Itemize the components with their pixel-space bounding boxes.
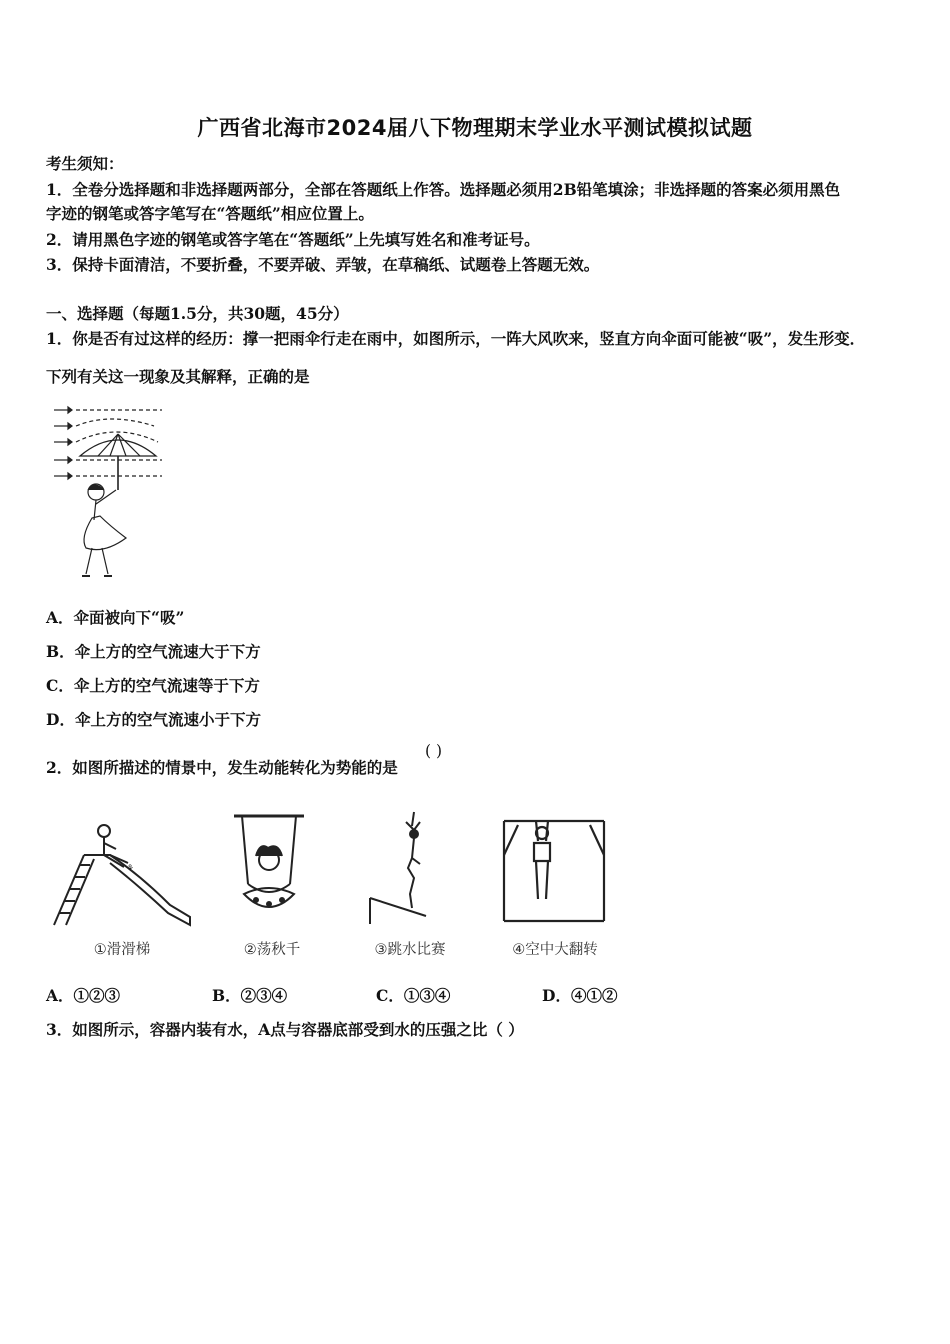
notice-heading: 考生须知： <box>46 154 124 173</box>
q2-option-b: B．②③④ <box>212 986 288 1005</box>
page-title: 广西省北海市2024届八下物理期末学业水平测试模拟试题 <box>197 116 753 140</box>
caption-high-bar: ④空中大翻转 <box>512 942 598 958</box>
q1-option-b: B．伞上方的空气流速大于下方 <box>46 642 261 661</box>
notice-line-3: 3．保持卡面清洁，不要折叠，不要弄破、弄皱，在草稿纸、试题卷上答题无效。 <box>46 255 600 274</box>
caption-slide: ①滑滑梯 <box>93 942 151 958</box>
q2-option-d: D．④①② <box>542 986 618 1005</box>
swing-figure <box>228 812 310 920</box>
notice-line-2: 2．请用黑色字迹的钢笔或答字笔在“答题纸”上先填写姓名和准考证号。 <box>46 230 540 249</box>
high-bar-figure <box>498 815 610 927</box>
notice-line-1b: 字迹的钢笔或答字笔写在“答题纸”相应位置上。 <box>46 204 374 223</box>
q1-option-a: A．伞面被向下“吸” <box>46 608 185 627</box>
q3-stem: 3．如图所示，容器内装有水，A点与容器底部受到水的压强之比（ ） <box>46 1020 524 1039</box>
q2-option-a: A．①②③ <box>46 986 121 1005</box>
slide-figure <box>50 815 195 930</box>
q2-answer-paren: ( ) <box>425 742 443 760</box>
q1-stem-line-1: 1．你是否有过这样的经历：撑一把雨伞行走在雨中，如图所示，一阵大风吹来，竖直方向伞面可能被“吸”，发生形变． <box>46 329 866 348</box>
caption-diving: ③跳水比赛 <box>374 942 446 958</box>
section-heading: 一、选择题（每题1.5分，共30题，45分） <box>46 304 349 323</box>
caption-swing: ②荡秋千 <box>243 942 301 958</box>
umbrella-figure <box>50 398 170 584</box>
diving-figure <box>362 808 434 926</box>
notice-line-1a: 1．全卷分选择题和非选择题两部分，全部在答题纸上作答。选择题必须用2B铅笔填涂；非选择题的答案必须用黑色 <box>46 180 841 199</box>
q1-stem-line-2: 下列有关这一现象及其解释，正确的是 <box>46 367 310 386</box>
q2-option-c: C．①③④ <box>376 986 451 1005</box>
q1-option-c: C．伞上方的空气流速等于下方 <box>46 676 260 695</box>
q2-stem: 2．如图所描述的情景中，发生动能转化为势能的是 <box>46 758 398 777</box>
q1-option-d: D．伞上方的空气流速小于下方 <box>46 710 261 729</box>
svg-text:⚘: ⚘ <box>126 864 135 874</box>
